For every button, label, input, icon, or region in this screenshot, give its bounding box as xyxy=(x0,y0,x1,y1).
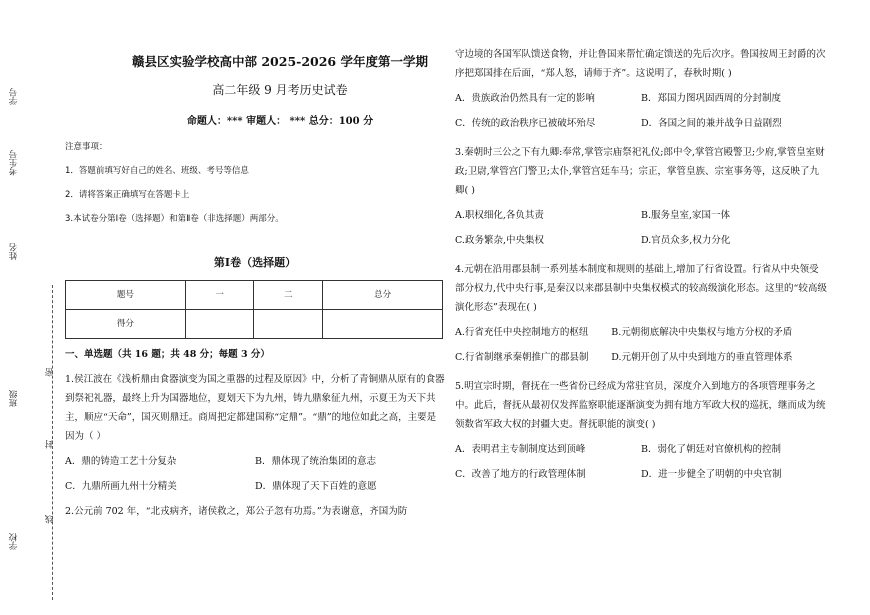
option: B．郑国力图巩固西周的分封制度 xyxy=(641,93,781,104)
question-3 xyxy=(455,143,827,250)
option: C.行省制继承秦朝推广的郡县制 xyxy=(455,352,589,363)
option: C．九鼎所画九州十分精美 xyxy=(65,481,177,492)
name-label: 姓名 xyxy=(9,243,19,260)
option: D．各国之间的兼并战争日益剧烈 xyxy=(641,118,782,129)
exam-subtitle: 高二年级 9 月考历史试卷 xyxy=(212,83,348,97)
option: A．表明君主专制制度达到顶峰 xyxy=(455,444,586,455)
options xyxy=(455,206,827,250)
question-1 xyxy=(65,370,445,496)
option: A．鼎的铸造工艺十分复杂 xyxy=(65,456,177,467)
seal-mark-1: 密 xyxy=(45,368,55,377)
options xyxy=(455,323,827,367)
options xyxy=(455,89,827,133)
notes-heading: 注意事项： xyxy=(65,142,108,152)
part-heading: 一、单选题（共 16 题；共 48 分；每题 3 分） xyxy=(65,349,270,360)
exam-title: 赣县区实验学校高中部 2025-2026 学年度第一学期 xyxy=(132,54,428,69)
score-header: 一 xyxy=(185,281,254,310)
class-label: 班级 xyxy=(9,390,19,407)
option: A．贵族政治仍然具有一定的影响 xyxy=(455,93,595,104)
question-text: 2.公元前 702 年，“北戎病齐，诸侯救之，郑公子忽有功焉。”为表谢意，齐国为防 xyxy=(65,506,408,517)
student-id-label: 学号 xyxy=(9,88,19,105)
options xyxy=(65,452,445,496)
score-header: 二 xyxy=(254,281,323,310)
notes xyxy=(65,135,445,231)
option: B．弱化了朝廷对官僚机构的控制 xyxy=(641,444,781,455)
option: B.元朝彻底解决中央集权与地方分权的矛盾 xyxy=(611,327,793,338)
option: C．改善了地方的行政管理体制 xyxy=(455,469,586,480)
score-header: 总分 xyxy=(323,281,443,310)
seal-mark-2: 封 xyxy=(45,440,55,449)
option: D．进一步健全了明朝的中央官制 xyxy=(641,469,782,480)
question-2-cont xyxy=(455,45,827,133)
score-cell xyxy=(254,310,323,339)
option: D.官员众多,权力分化 xyxy=(641,235,731,246)
option: C.政务繁杂,中央集权 xyxy=(455,235,544,246)
score-header: 题号 xyxy=(66,281,186,310)
question-2-start xyxy=(65,502,445,521)
option: B.服务皇室,家国一体 xyxy=(641,210,731,221)
option: D．鼎体现了天下百姓的意愿 xyxy=(255,481,377,492)
question-4 xyxy=(455,260,827,367)
question-text: 4.元朝在沿用郡县制一系列基本制度和规则的基础上,增加了行省设置。行省从中央领受部分权力,代中央行事,是秦汉以来郡县制中央集权模式的较高级演化形态。这里的“较高级演化形态”表现在( ) xyxy=(455,264,827,313)
left-column xyxy=(65,50,445,521)
question-5 xyxy=(455,377,827,484)
option: B．鼎体现了统治集团的意志 xyxy=(255,456,376,467)
binding-margin xyxy=(0,0,60,615)
score-table xyxy=(65,280,443,339)
score-cell xyxy=(185,310,254,339)
options xyxy=(455,440,827,484)
school-label: 学校 xyxy=(9,533,19,550)
note-item: 2．请将答案正确填写在答题卡上 xyxy=(65,190,190,200)
score-row-label: 得分 xyxy=(66,310,186,339)
option: A.职权细化,各负其责 xyxy=(455,210,544,221)
option: C．传统的政治秩序已被破坏殆尽 xyxy=(455,118,596,129)
note-item: 1．答题前填写好自己的姓名、班级、考号等信息 xyxy=(65,166,249,176)
seal-line xyxy=(52,285,53,600)
note-item: 3.本试卷分第Ⅰ卷（选择题）和第Ⅱ卷（非选择题）两部分。 xyxy=(65,214,284,224)
exam-meta: 命题人：*** 审题人： *** 总分：100 分 xyxy=(186,116,374,127)
score-cell xyxy=(323,310,443,339)
seal-mark-3: 线 xyxy=(45,515,55,524)
right-column xyxy=(455,45,827,484)
question-text: 3.秦朝时三公之下有九卿:奉常,掌管宗庙祭祀礼仪;郎中令,掌管宫殿警卫;少府,掌管皇室财政;卫尉,掌管宫门警卫;太仆,掌管宫廷车马；宗正，掌管皇族、宗室事务等，这反映了九卿( ) xyxy=(455,147,825,196)
option: D.元朝开创了从中央到地方的垂直管理体系 xyxy=(611,352,793,363)
question-text: 1.侯江波在《浅析鼎由食器演变为国之重器的过程及原因》中，分析了青铜鼎从原有的食器到祭祀礼器，最终上升为国器地位，夏划天下为九州，铸九鼎象征九州，示夏王为天下共主，顺应“天命”，国灭则鼎迁。商周把定都建国称“定鼎”。“鼎”的地位如此之高，主要是因为（ ） xyxy=(65,374,445,442)
question-text: 守边境的各国军队馈送食物，并让鲁国来帮忙确定馈送的先后次序。鲁国按周王封爵的次序把郑国排在后面，“郑人怒，请师于齐”。这说明了，春秋时期( ) xyxy=(455,49,826,79)
section-title: 第Ⅰ卷（选择题） xyxy=(213,256,297,269)
question-text: 5.明宣宗时期，督抚在一些省份已经成为常驻官员，深度介入到地方的各项管理事务之中。此后，督抚从最初仅发挥监察职能逐渐演变为拥有地方军政大权的巡抚，继而成为统领数省军政大权的封疆大吏。督抚职能的演变( ) xyxy=(455,381,826,430)
option: A.行省充任中央控制地方的枢纽 xyxy=(455,327,589,338)
exam-number-label: 考生号 xyxy=(9,150,19,176)
